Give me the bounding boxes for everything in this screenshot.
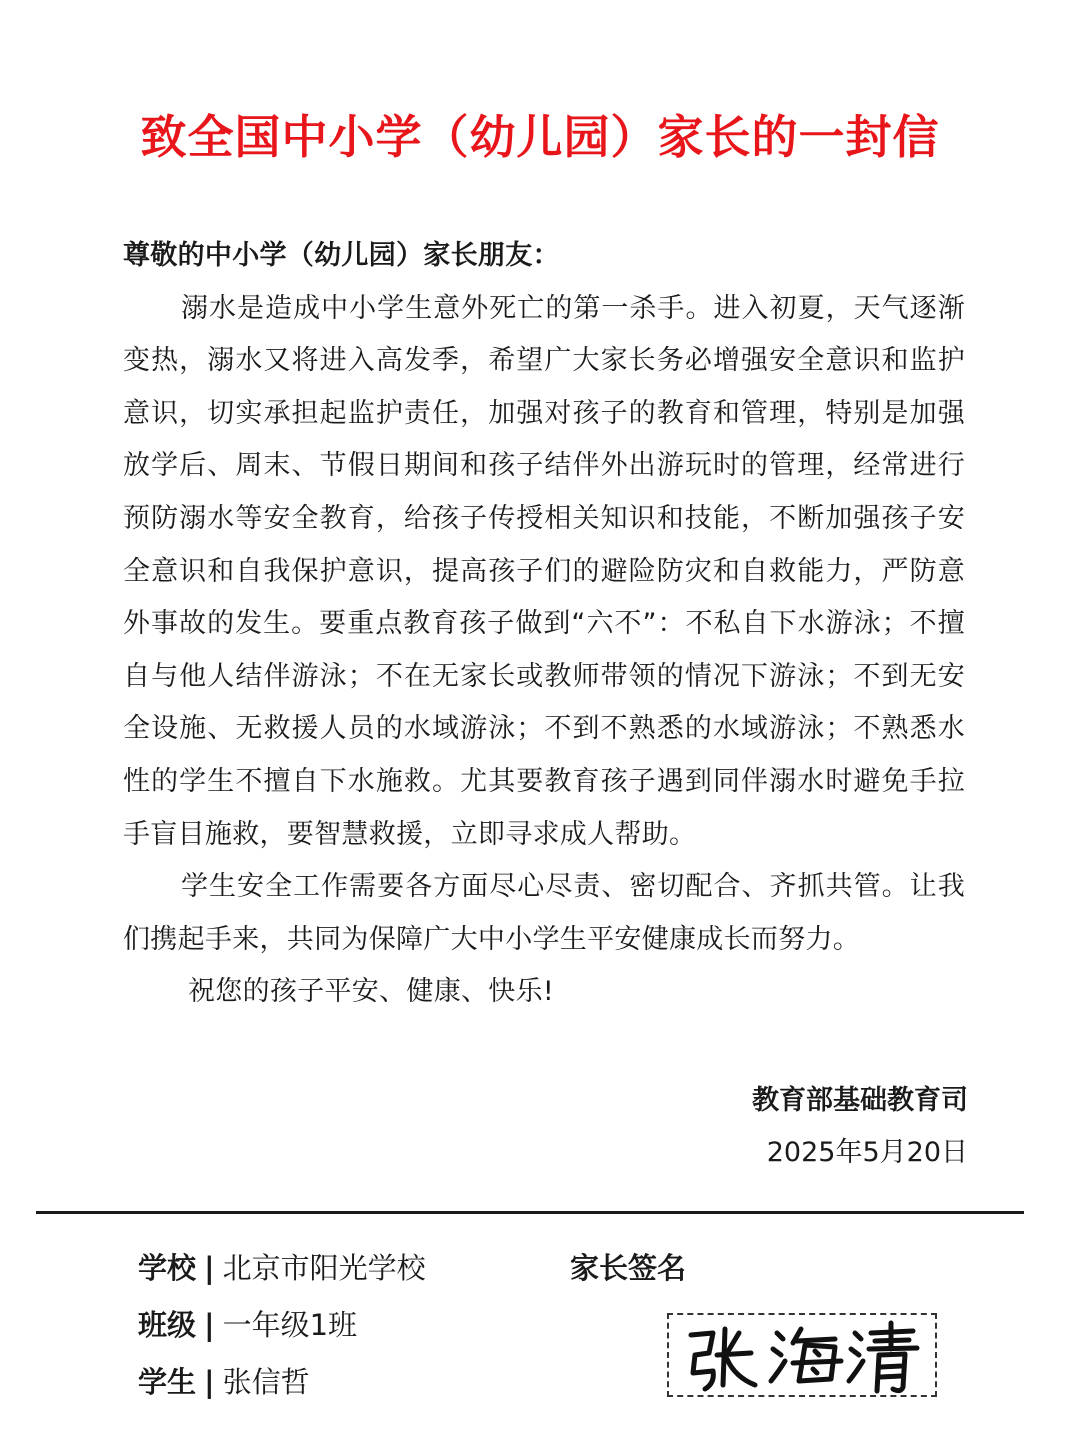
class-row [138, 1297, 426, 1354]
class-label: 班级 [138, 1308, 197, 1342]
separator: | [204, 1365, 215, 1399]
separator: | [204, 1251, 215, 1285]
letter-body [123, 230, 965, 1019]
closing-wish: 祝您的孩子平安、健康、快乐! [188, 976, 555, 1008]
school-row [138, 1240, 426, 1297]
student-row [138, 1354, 426, 1411]
sender-organization: 教育部基础教育司 [752, 1085, 968, 1116]
school-value: 北京市阳光学校 [222, 1251, 426, 1285]
divider-line [36, 1211, 1024, 1214]
class-value: 一年级1班 [222, 1308, 358, 1342]
letter-title: 致全国中小学（幼儿园）家长的一封信 [140, 110, 940, 164]
student-label: 学生 [138, 1365, 197, 1399]
handwritten-signature [669, 1315, 935, 1395]
separator: | [204, 1308, 215, 1342]
school-label: 学校 [138, 1251, 197, 1285]
sender-block [752, 1075, 968, 1179]
letter-date: 2025年5月20日 [766, 1137, 968, 1168]
student-value: 张信哲 [222, 1365, 310, 1399]
paragraph-drowning-prevention: 溺水是造成中小学生意外死亡的第一杀手。进入初夏，天气逐渐变热，溺水又将进入高发季，希望广大家长务必增强安全意识和监护意识，切实承担起监护责任，加强对孩子的教育和管理，特别是加强放学后、周末、节假日期间和孩子结伴外出游玩时的管理，经常进行预防溺水等安全教育，给孩子传授相关知识和技能，不断加强孩子安全意识和自我保护意识，提高孩子们的避险防灾和自救能力，严防意外事故的发生。要重点教育孩子做到“六不”：不私自下水游泳；不擅自与他人结伴游泳；不在无家长或教师带领的情况下游泳；不到无安全设施、无救援人员的水域游泳；不到不熟悉的水域游泳；不熟悉水性的学生不擅自下水施救。尤其要教育孩子遇到同伴溺水时避免手拉手盲目施救，要智慧救援，立即寻求成人帮助。 [123, 292, 965, 850]
student-info [138, 1240, 426, 1411]
paragraph-cooperation: 学生安全工作需要各方面尽心尽责、密切配合、齐抓共管。让我们携起手来，共同为保障广大中小学生平安健康成长而努力。 [123, 871, 965, 955]
signature-label: 家长签名 [570, 1251, 687, 1285]
salutation: 尊敬的中小学（幼儿园）家长朋友： [123, 240, 560, 271]
signature-box [667, 1313, 937, 1397]
